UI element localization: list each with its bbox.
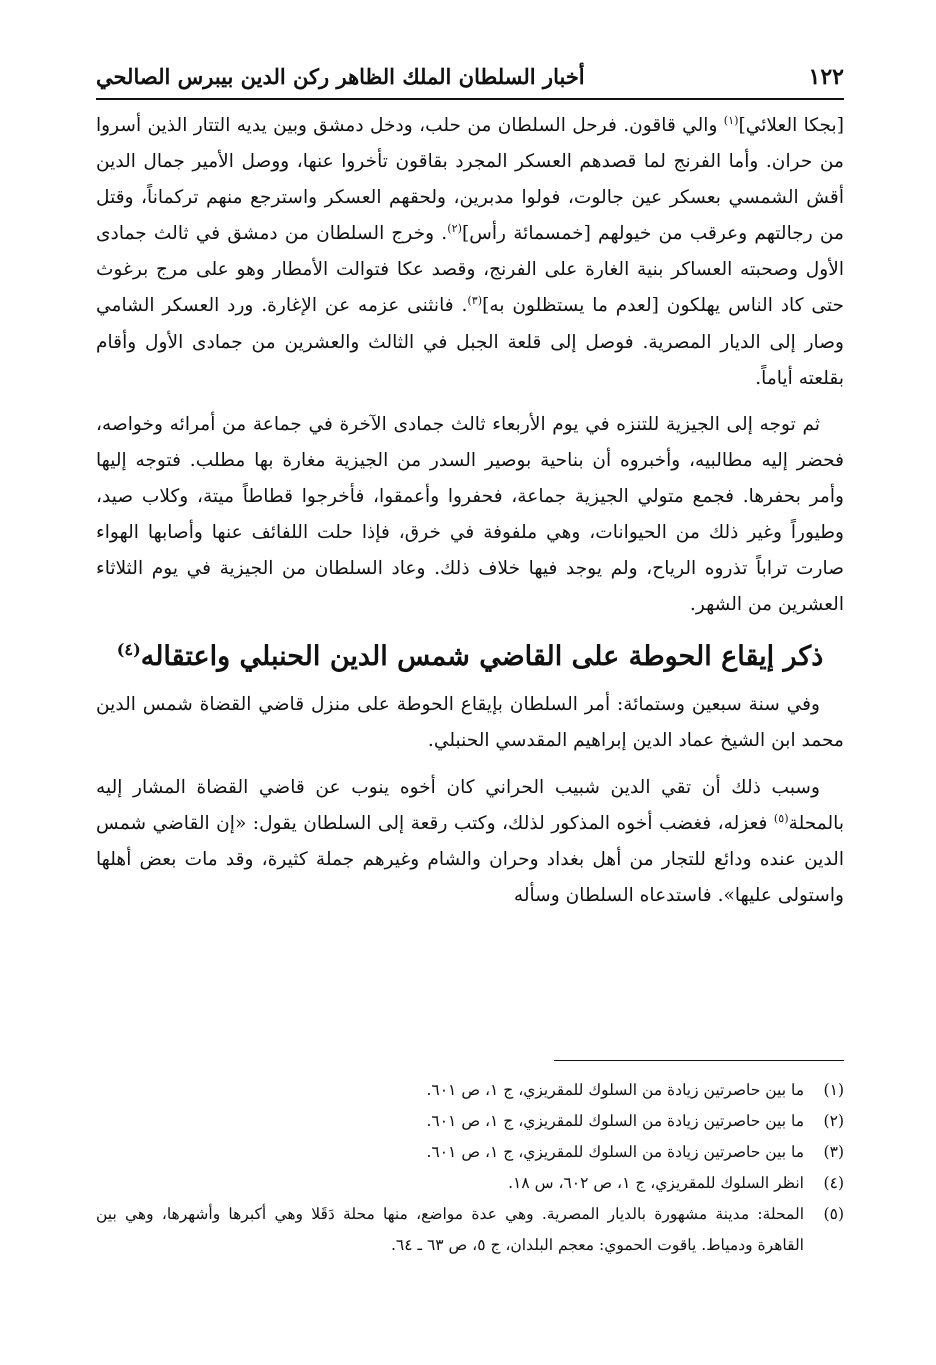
paragraph-4-part-1: وسبب ذلك أن تقي الدين شبيب الحراني كان أخوه ينوب عن قاضي القضاة المشار إليه بالمحلة [96, 776, 844, 834]
footnote-item [96, 1075, 844, 1106]
footnote-item [96, 1199, 844, 1261]
page-number: ١٢٢ [808, 64, 844, 90]
footnote-number: (٣) [823, 1143, 844, 1161]
section-heading-text: ذكر إيقاع الحوطة على القاضي شمس الدين الحنبلي واعتقاله [140, 641, 824, 673]
footnote-text: ما بين حاصرتين زيادة من السلوك للمقريزي، ج ١، ص ٦٠١. [426, 1143, 804, 1161]
footnote-text: المحلة: مدينة مشهورة بالديار المصرية. وهي عدة مواضع، منها محلة دَقَلا وهي أكبرها وأشهرها، وهي بين القاهرة ودمياط. ياقوت الحموي: معجم البلدان، ج ٥، ص ٦٣ ـ ٦٤. [96, 1205, 804, 1254]
footnote-text: ما بين حاصرتين زيادة من السلوك للمقريزي، ج ١، ص ٦٠١. [426, 1081, 804, 1099]
section-heading [96, 635, 844, 679]
footnote-item [96, 1137, 844, 1168]
paragraph-1-part-4: . فانثنى عزمه عن الإغارة. ورد العسكر الشامي وصار إلى الديار المصرية. فوصل إلى قلعة الجبل في الثالث والعشرين من جمادى الأول وأقام بقلعته أياماً. [96, 295, 844, 389]
paragraph-4 [96, 770, 844, 914]
paragraph-1-part-2: والي قاقون. فرحل السلطان من حلب، ودخل دمشق وبين يديه التتار الذين أسروا من حران. وأما الفرنج لما قصدهم العسكر المجرد بقاقون تأخروا عنها، ووصل الأمير جمال الدين أقش الشمسي بعسكر عين جالوت، فولوا مدبرين، ولحقهم العسكر واسترجع منهم تركماناً، وقتل من رجالتهم وعرقب من خيولهم [خمسمائة رأس] [96, 115, 844, 245]
paragraph-2: ثم توجه إلى الجيزية للتنزه في يوم الأربعاء ثالث جمادى الآخرة في جماعة من أمرائه وخواصه، فحضر إليه مطالبيه، وأخبروه أن بناحية بوصير السدر من الجيزية مغارة بها مطلب. فتوجه إليها وأمر بحفرها. فجمع متولي الجيزية جماعة، فحفروا وأعمقوا، فأخرجوا قطاطاً ميتة، وكلاب صيد، وطيوراً وغير ذلك من الحيوانات، وهي ملفوفة في خرق، فإذا حلت اللفائف عنها وأصابها الهواء صارت تراباً تذروه الرياح، ولم يوجد فيها خلاف ذلك. وعاد السلطان من الجيزية في يوم الثلاثاء العشرين من الشهر. [96, 413, 844, 616]
footnote-ref-5: (٥) [773, 811, 789, 825]
footnote-text: ما بين حاصرتين زيادة من السلوك للمقريزي، ج ١، ص ٦٠١. [426, 1112, 804, 1130]
paragraph-1 [96, 108, 844, 397]
running-header [96, 60, 844, 100]
footnote-item [96, 1106, 844, 1137]
footnote-ref-3: (٣) [467, 294, 483, 308]
book-page [96, 60, 844, 1365]
footnote-ref-2: (٢) [447, 222, 462, 236]
paragraph-4-part-2: فعزله، فغضب أخوه المذكور لذلك، وكتب رقعة إلى السلطان يقول: «إن القاضي شمس الدين عنده ودائع للتجار من أهل بغداد وحران والشام وغيرهم جملة كثيرة، وقد مات بعض أهلها واستولى عليها». فاستدعاه السلطان وسأله [96, 812, 844, 906]
footnote-ref-1: (١) [723, 113, 739, 127]
footnote-number: (١) [823, 1081, 844, 1099]
footnotes [96, 1075, 844, 1261]
footnote-item [96, 1168, 844, 1199]
footnote-number: (٢) [823, 1112, 844, 1130]
footnote-number: (٥) [823, 1205, 844, 1223]
footnote-ref-4: (٤) [116, 640, 141, 660]
body-text [96, 108, 844, 914]
footnote-number: (٤) [823, 1174, 844, 1192]
paragraph-1-part-3: . وخرج السلطان من دمشق في ثالث جمادى الأول وصحبته العساكر بنية الغارة على الفرنج، وقصد عكا فتوالت الأمطار وهو على مرج برغوث حتى كاد الناس يهلكون [لعدم ما يستظلون به] [96, 223, 845, 317]
footnote-divider [554, 1060, 844, 1061]
paragraph-1-part-1: [بجكا العلائي] [738, 115, 844, 136]
footnote-text: انظر السلوك للمقريزي، ج ١، ص ٦٠٢، س ١٨. [508, 1174, 804, 1192]
running-title: أخبار السلطان الملك الظاهر ركن الدين بيبرس الصالحي [96, 64, 585, 89]
paragraph-3: وفي سنة سبعين وستمائة: أمر السلطان بإيقاع الحوطة على منزل قاضي القضاة شمس الدين محمد ابن الشيخ عماد الدين إبراهيم المقدسي الحنبلي. [96, 694, 844, 752]
